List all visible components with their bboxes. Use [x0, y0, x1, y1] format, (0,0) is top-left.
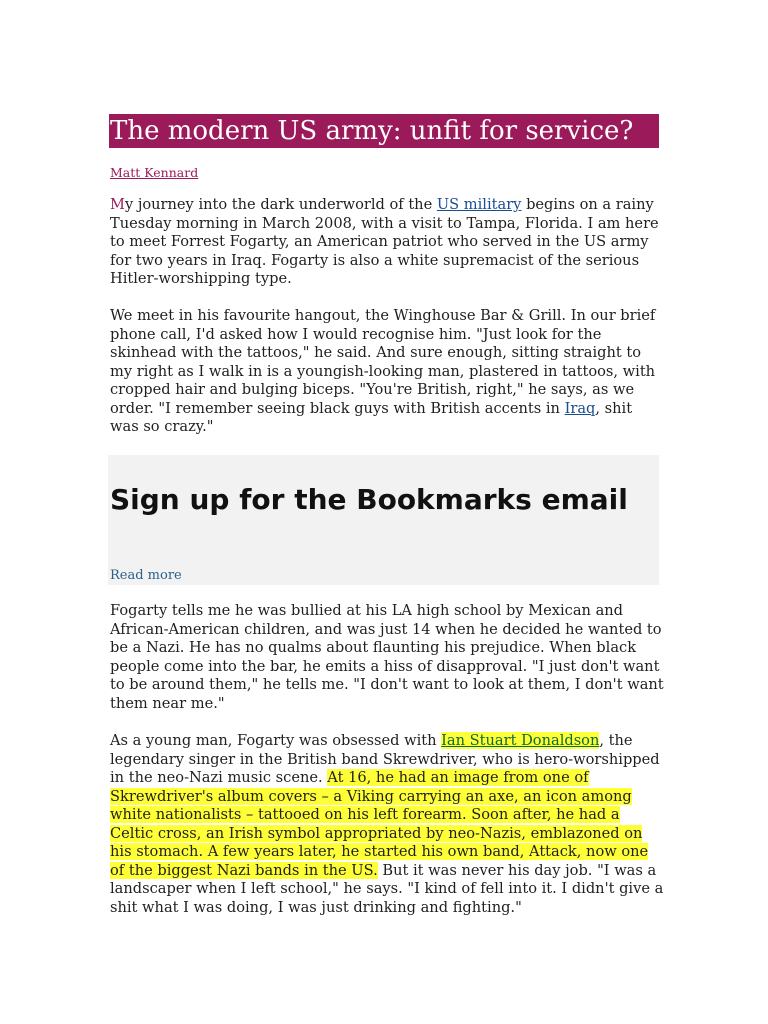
paragraph-1-text-a: y journey into the dark underworld of the: [124, 196, 437, 213]
paragraph-2-text-a: We meet in his favourite hangout, the Winghouse Bar & Grill. In our brief phone call, I'd asked how I would recognise him. "Just look for the skinhead with the tattoos," he said. And sure enough, sitting straight to my right as I walk in is a youngish-looking man, plastered in tattoos, with cropped hair and bulging biceps. "You're British, right," he says, as we order. "I remember seeing black guys with British accents in: [110, 307, 656, 417]
highlighted-passage: At 16, he had an image from one of Skrewdriver's album covers – a Viking carrying an axe, an icon among white nationalists – tattooed on his left forearm. Soon after, he had a Celtic cross, an Irish symbol appropriated by neo-Nazis, emblazoned on his stomach. A few years later, he started his own band, Attack, now one of the biggest Nazi bands in the US.: [110, 769, 649, 879]
paragraph-4: [110, 732, 665, 917]
paragraph-4-text-a: As a young man, Fogarty was obsessed with: [110, 732, 442, 749]
author-link[interactable]: Matt Kennard: [110, 165, 199, 180]
paragraph-1: [110, 196, 665, 289]
iraq-link[interactable]: Iraq: [564, 399, 596, 417]
paragraph-1-text-b: begins on a rainy Tuesday morning in March 2008, with a visit to Tampa, Florida. I am here to meet Forrest Fogarty, an American patriot who served in the US army for two years in Iraq. Fogarty is also a white supremacist of the serious Hitler-worshipping type.: [110, 196, 659, 287]
ian-stuart-donaldson-link[interactable]: Ian Stuart Donaldson: [441, 732, 600, 749]
signup-heading: Sign up for the Bookmarks email: [110, 483, 628, 516]
drop-cap: M: [110, 196, 125, 213]
paragraph-4-text-c: But it was never his day job. "I was a landscaper when I left school," he says. "I kind of fell into it. I didn't give a shit what I was doing, I was just drinking and fighting.": [110, 861, 664, 916]
paragraph-4-text-b: , the legendary singer in the British band Skrewdriver, who is hero-worshipped in the neo-Nazi music scene.: [110, 732, 660, 786]
paragraph-3: Fogarty tells me he was bullied at his LA high school by Mexican and African-American children, and was just 14 when he decided he wanted to be a Nazi. He has no qualms about flaunting his prejudice. When black people come into the bar, he emits a hiss of disapproval. "I just don't want to be around them," he tells me. "I don't want to look at them, I don't want them near me.": [110, 602, 664, 712]
us-military-link[interactable]: US military: [436, 196, 522, 213]
paragraph-2-text-b: , shit was so crazy.": [110, 399, 633, 435]
paragraph-2: [110, 307, 665, 437]
article-title: The modern US army: unfit for service?: [110, 116, 634, 146]
read-more-link[interactable]: Read more: [110, 568, 182, 583]
signup-box: [108, 455, 659, 585]
